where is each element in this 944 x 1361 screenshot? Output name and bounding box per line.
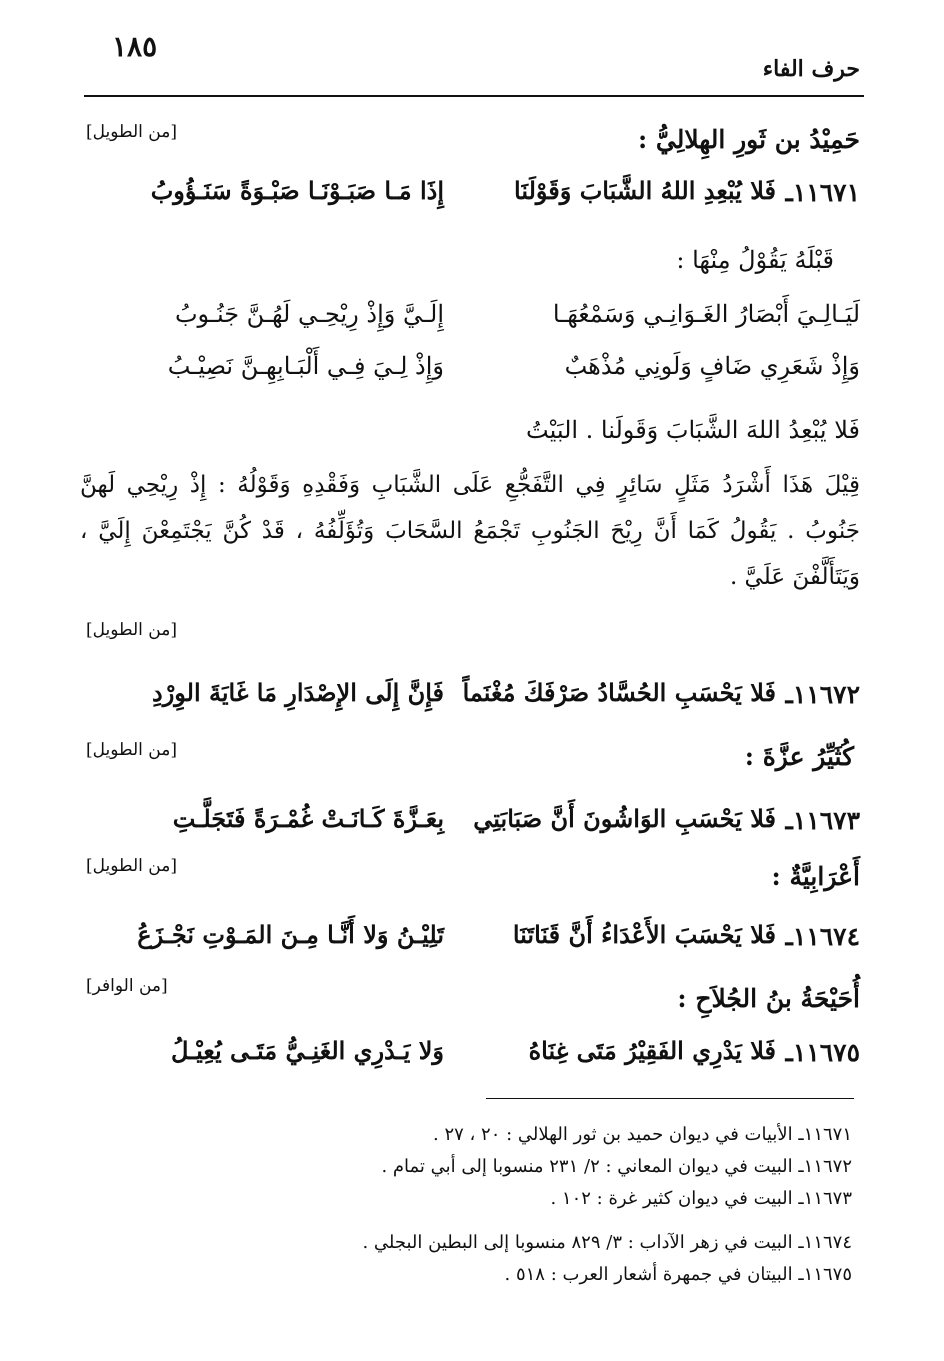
first-hemistich: فَلا يَدْرِي الفَقِيْرُ مَتَى غِنَاهُ	[528, 1036, 776, 1065]
repeat-line: فَلا يُبْعِدُ اللهَ الشَّبَابَ وَقَولَنا . البَيْتُ	[526, 416, 860, 444]
footnote-2: ١١٦٧٢ـ البيت في ديوان المعاني : ٢/ ٢٣١ منسوبا إلى أبي تمام .	[381, 1156, 852, 1177]
second-hemistich: تَلِيْـنُ وَلا أَنَّـا مِـنَ المَـوْتِ نَجْـزَعُ	[137, 920, 444, 949]
page-number: ١٨٥	[112, 30, 158, 63]
footnote-rule	[486, 1098, 854, 1099]
footnote-1: ١١٦٧١ـ الأبيات في ديوان حميد بن ثور الهلالي : ٢٠ ، ٢٧ .	[432, 1124, 852, 1145]
meter-label: [من الطويل]	[86, 620, 177, 640]
couplet-1-first: لَيَـالِـيَ أَبْصَارُ الغَـوَانِـي وَسَمْعُهَـا	[552, 300, 860, 328]
poet-name: كُثَيِّرُ عزَّةَ :	[744, 742, 854, 771]
verse-number: ١١٦٧٣ـ	[785, 806, 860, 835]
first-hemistich: فَلا يَحْسَبَ الأَعْدَاءُ أَنَّ قَنَاتَنَا	[512, 920, 776, 949]
meter-label: [من الطويل]	[86, 122, 177, 142]
first-hemistich: فَلا يَحْسَبِ الوَاشُونَ أَنَّ صَبَابَتِي	[473, 804, 776, 833]
poet-name: حَمِيْدُ بن ثَورِ الهِلالِيُّ :	[637, 125, 860, 154]
meter-label: [من الطويل]	[86, 740, 177, 760]
running-head: حرف الفاء	[762, 56, 860, 82]
verse-number: ١١٦٧١ـ	[785, 178, 860, 207]
intro-line: قَبْلَهُ يَقُوْلُ مِنْهَا :	[676, 246, 834, 274]
second-hemistich: وَلا يَـدْرِي الغَنِـيُّ مَتَـى يُعِيْـلُ	[170, 1036, 444, 1065]
couplet-1-second: إِلَـيَّ وَإِذْ رِيْحِـي لَهُـنَّ جَنُـوبُ	[174, 300, 444, 328]
footnote-5: ١١٦٧٥ـ البيتان في جمهرة أشعار العرب : ٥١٨ .	[504, 1264, 852, 1285]
verse-number: ١١٦٧٢ـ	[785, 680, 860, 709]
meter-label: [من الوافر]	[86, 976, 168, 996]
second-hemistich: إِذَا مَـا صَبَـوْنَـا صَبْـوَةً سَنَـؤُوبُ	[150, 176, 444, 205]
couplet-2-first: وَإِذْ شَعَرِي ضَافٍ وَلَونِي مُذْهَبٌ	[564, 352, 860, 380]
verse-number: ١١٦٧٤ـ	[785, 922, 860, 951]
poet-name: أَعْرَابِيَّةٌ :	[771, 862, 860, 891]
second-hemistich: فَإِنَّ إِلَى الإِصْدَارِ مَا غَايَةَ الوِرْدِ	[152, 678, 444, 707]
footnote-4: ١١٦٧٤ـ البيت في زهر الآداب : ٣/ ٨٢٩ منسوبا إلى البطين البجلي .	[362, 1232, 852, 1253]
first-hemistich: فَلا يُبْعِدِ اللهُ الشَّبَابَ وَقَوْلَنَا	[514, 176, 776, 205]
header-rule	[84, 95, 864, 97]
first-hemistich: فَلا يَحْسَبِ الحُسَّادُ صَرْفَكَ مُغْنَماً	[462, 678, 776, 707]
poet-name: أُحَيْحَةُ بنُ الجُلاَحِ :	[677, 984, 860, 1013]
meter-label: [من الطويل]	[86, 856, 177, 876]
verse-number: ١١٦٧٥ـ	[785, 1038, 860, 1067]
couplet-2-second: وَإِذْ لِـيَ فِـي أَلْبَـابِهِـنَّ نَصِيْـبُ	[167, 352, 444, 380]
commentary-paragraph: قِيْلَ هَذَا أَشْرَدُ مَثَلٍ سَائِرٍ فِي التَّفَجُّعِ عَلَى الشَّبَابِ وَفَقْدِهِ وَقَوْلُهُ : إِذْ رِيْحِي لَهنَّ جَنُوبُ . يَقُولُ كَمَا أَنَّ رِيْحَ الجَنُوبِ تَجْمَعُ السَّحَابَ وَتُؤَلِّفُهُ ، قَدْ كُنَّ يَجْتَمِعْنَ إِلَيَّ ، وَيَتَأَلَّفْنَ عَلَيَّ .	[80, 472, 860, 590]
footnote-3: ١١٦٧٣ـ البيت في ديوان كثير غرة : ١٠٢ .	[550, 1188, 852, 1209]
second-hemistich: بِعَـزَّةَ كَـانَـتْ غُمْـرَةً فَتَجَلَّـتِ	[172, 804, 444, 833]
